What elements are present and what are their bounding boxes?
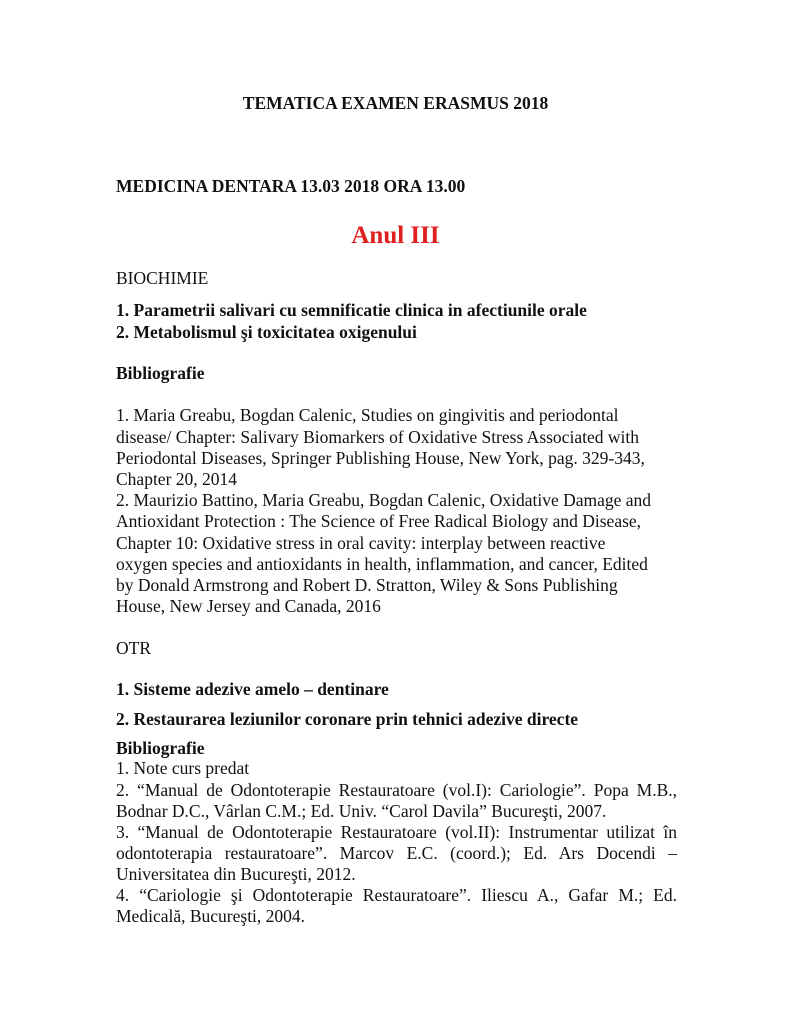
bibliography-line: Universitatea din Bucureşti, 2012. bbox=[116, 864, 356, 884]
bibliography-line: Bodnar D.C., Vârlan C.M.; Ed. Univ. “Carol Davila” Bucureşti, 2007. bbox=[116, 801, 607, 821]
bibliography-line: by Donald Armstrong and Robert D. Stratton, Wiley & Sons Publishing bbox=[116, 575, 618, 595]
bibliography-line: Chapter 10: Oxidative stress in oral cavity: interplay between reactive bbox=[116, 533, 606, 553]
exam-subtitle: MEDICINA DENTARA 13.03 2018 ORA 13.00 bbox=[116, 176, 466, 196]
bibliography-line: 2. “Manual de Odontoterapie Restauratoare (vol.I): Cariologie”. Popa M.B., bbox=[116, 780, 677, 800]
year-heading: Anul III bbox=[351, 222, 440, 249]
bibliography-line: oxygen species and antioxidants in health, inflammation, and cancer, Edited bbox=[116, 554, 648, 574]
bibliography-line: Antioxidant Protection : The Science of Free Radical Biology and Disease, bbox=[116, 511, 642, 531]
section-heading-otr: OTR bbox=[116, 638, 151, 658]
topic-item: 2. Restaurarea leziunilor coronare prin tehnici adezive directe bbox=[116, 709, 579, 729]
bibliography-heading: Bibliografie bbox=[116, 738, 205, 758]
bibliography-line: House, New Jersey and Canada, 2016 bbox=[116, 596, 381, 616]
bibliography-line: 1. Maria Greabu, Bogdan Calenic, Studies on gingivitis and periodontal bbox=[116, 405, 619, 425]
bibliography-line: 4. “Cariologie şi Odontoterapie Restauratoare”. Iliescu A., Gafar M.; Ed. bbox=[116, 885, 677, 905]
topic-item: 1. Sisteme adezive amelo – dentinare bbox=[116, 679, 389, 699]
topic-item: 1. Parametrii salivari cu semnificatie clinica in afectiunile orale bbox=[116, 300, 587, 320]
bibliography-line: Chapter 20, 2014 bbox=[116, 469, 238, 489]
bibliography-line: Periodontal Diseases, Springer Publishing House, New York, pag. 329-343, bbox=[116, 448, 645, 468]
bibliography-line: 2. Maurizio Battino, Maria Greabu, Bogdan Calenic, Oxidative Damage and bbox=[116, 490, 652, 510]
bibliography-line: 3. “Manual de Odontoterapie Restauratoare (vol.II): Instrumentar utilizat în bbox=[116, 822, 677, 842]
bibliography-heading: Bibliografie bbox=[116, 363, 205, 383]
document-title: TEMATICA EXAMEN ERASMUS 2018 bbox=[242, 93, 549, 113]
topic-item: 2. Metabolismul şi toxicitatea oxigenului bbox=[116, 322, 417, 342]
bibliography-line: disease/ Chapter: Salivary Biomarkers of Oxidative Stress Associated with bbox=[116, 427, 639, 447]
bibliography-line: Medicală, Bucureşti, 2004. bbox=[116, 906, 306, 926]
bibliography-line: 1. Note curs predat bbox=[116, 758, 250, 778]
bibliography-line: odontoterapia restauratoare”. Marcov E.C. (coord.); Ed. Ars Docendi – bbox=[116, 843, 677, 863]
section-heading-biochimie: BIOCHIMIE bbox=[116, 268, 209, 288]
